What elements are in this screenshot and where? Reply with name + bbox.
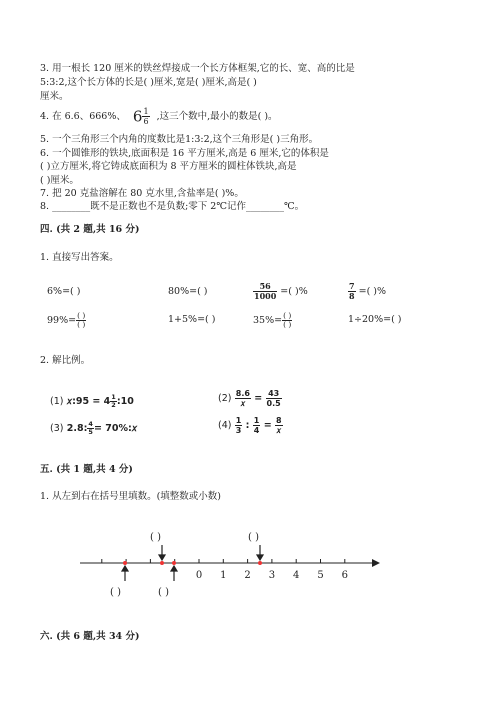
tick-label: 3 [268,570,276,581]
q8-line: 8. ________既不是正数也不是负数;零下 2℃记作________℃。 [40,201,305,212]
marked-point [258,561,262,565]
arrowhead-icon [122,566,128,571]
proportion-2: (2) $\frac{8.6}{\text{𝑥}}$ = $\frac{43}{0.5}$ [218,389,281,408]
proportion-1: (1) 𝑥:95 = 4 $\frac{1}{2}$ :10 [50,393,134,409]
tick-label: 4 [293,570,300,581]
blank-top-1: ( ) [150,532,161,543]
calc-1-div-20-percent: 1÷20%=( ) [348,314,402,325]
q4-prefix: 4. 在 6.6、666%、 [40,111,126,122]
calc-56-over-1000: $\frac{56}{1000}$ =( )% [254,281,308,301]
number-line-arrowhead [372,559,380,567]
calc-99-percent: 99%= $\frac{( )}{( )}$ [47,311,86,329]
q6-line3: ( )厘米。 [40,175,79,186]
q3-line3: 厘米。 [40,91,69,102]
calc-7-over-8: $\frac{7}{8}$ =( )% [349,281,387,301]
marked-point [172,561,176,565]
section4-q2-title: 2. 解比例。 [40,355,91,366]
blank-bottom-2: ( ) [158,587,169,598]
section5-heading: 五. (共 1 题,共 4 分) [40,464,133,475]
number-line-ticks [102,559,348,581]
section6-heading: 六. (共 6 题,共 34 分) [40,631,140,642]
section4-q1-title: 1. 直接写出答案。 [40,252,119,263]
tick-label: 1 [220,570,227,581]
marked-point [160,561,164,565]
section4-heading: 四. (共 2 题,共 16 分) [40,224,140,235]
q4-mixed-number: 6 $\frac{1}{6}$ [132,107,149,126]
tick-label: 2 [244,570,251,581]
calc-80-percent: 80%=( ) [168,286,208,297]
proportion-3: (3) 2.8: $\frac{4}{5}$ = 70%:𝑥 [50,420,138,436]
arrowhead-icon [257,555,263,560]
q6-line2: ( )立方厘米,将它铸成底面积为 8 平方厘米的圆柱体铁块,高是 [40,161,297,172]
arrowhead-icon [171,566,177,571]
q3-line1: 3. 用一根长 120 厘米的铁丝焊接成一个长方体框架,它的长、宽、高的比是 [40,63,355,74]
marked-point [123,561,127,565]
q7-line: 7. 把 20 克盐溶解在 80 克水里,含盐率是( )%。 [40,188,244,199]
tick-label: 6 [341,570,348,581]
number-line [0,525,500,605]
tick-label: 5 [317,570,324,581]
q5-line: 5. 一个三角形三个内角的度数比是1:3:2,这个三角形是( )三角形。 [40,134,319,145]
q4-line [40,107,278,126]
arrowhead-icon [159,555,165,560]
calc-6-percent: 6%=( ) [47,286,81,297]
tick-label: 0 [195,570,203,581]
calc-1-plus-5-percent: 1+5%=( ) [168,314,216,325]
q6-line1: 6. 一个圆锥形的铁块,底面积是 16 平方厘米,高是 6 厘米,它的体积是 [40,148,329,159]
q3-line2: 5:3:2,这个长方体的长是( )厘米,宽是( )厘米,高是( ) [40,77,257,88]
blank-top-2: ( ) [248,532,259,543]
calc-35-percent: 35%= $\frac{( )}{( )}$ [253,311,292,329]
q4-suffix: ,这三个数中,最小的数是( )。 [156,111,278,122]
proportion-4: (4) $\frac{1}{3}$ : $\frac{1}{4}$ = $\frac{8}{\text{𝑥}}$ [218,416,282,435]
blank-bottom-1: ( ) [110,587,121,598]
section5-q1-title: 1. 从左到右在括号里填数。(填整数或小数) [40,491,221,502]
